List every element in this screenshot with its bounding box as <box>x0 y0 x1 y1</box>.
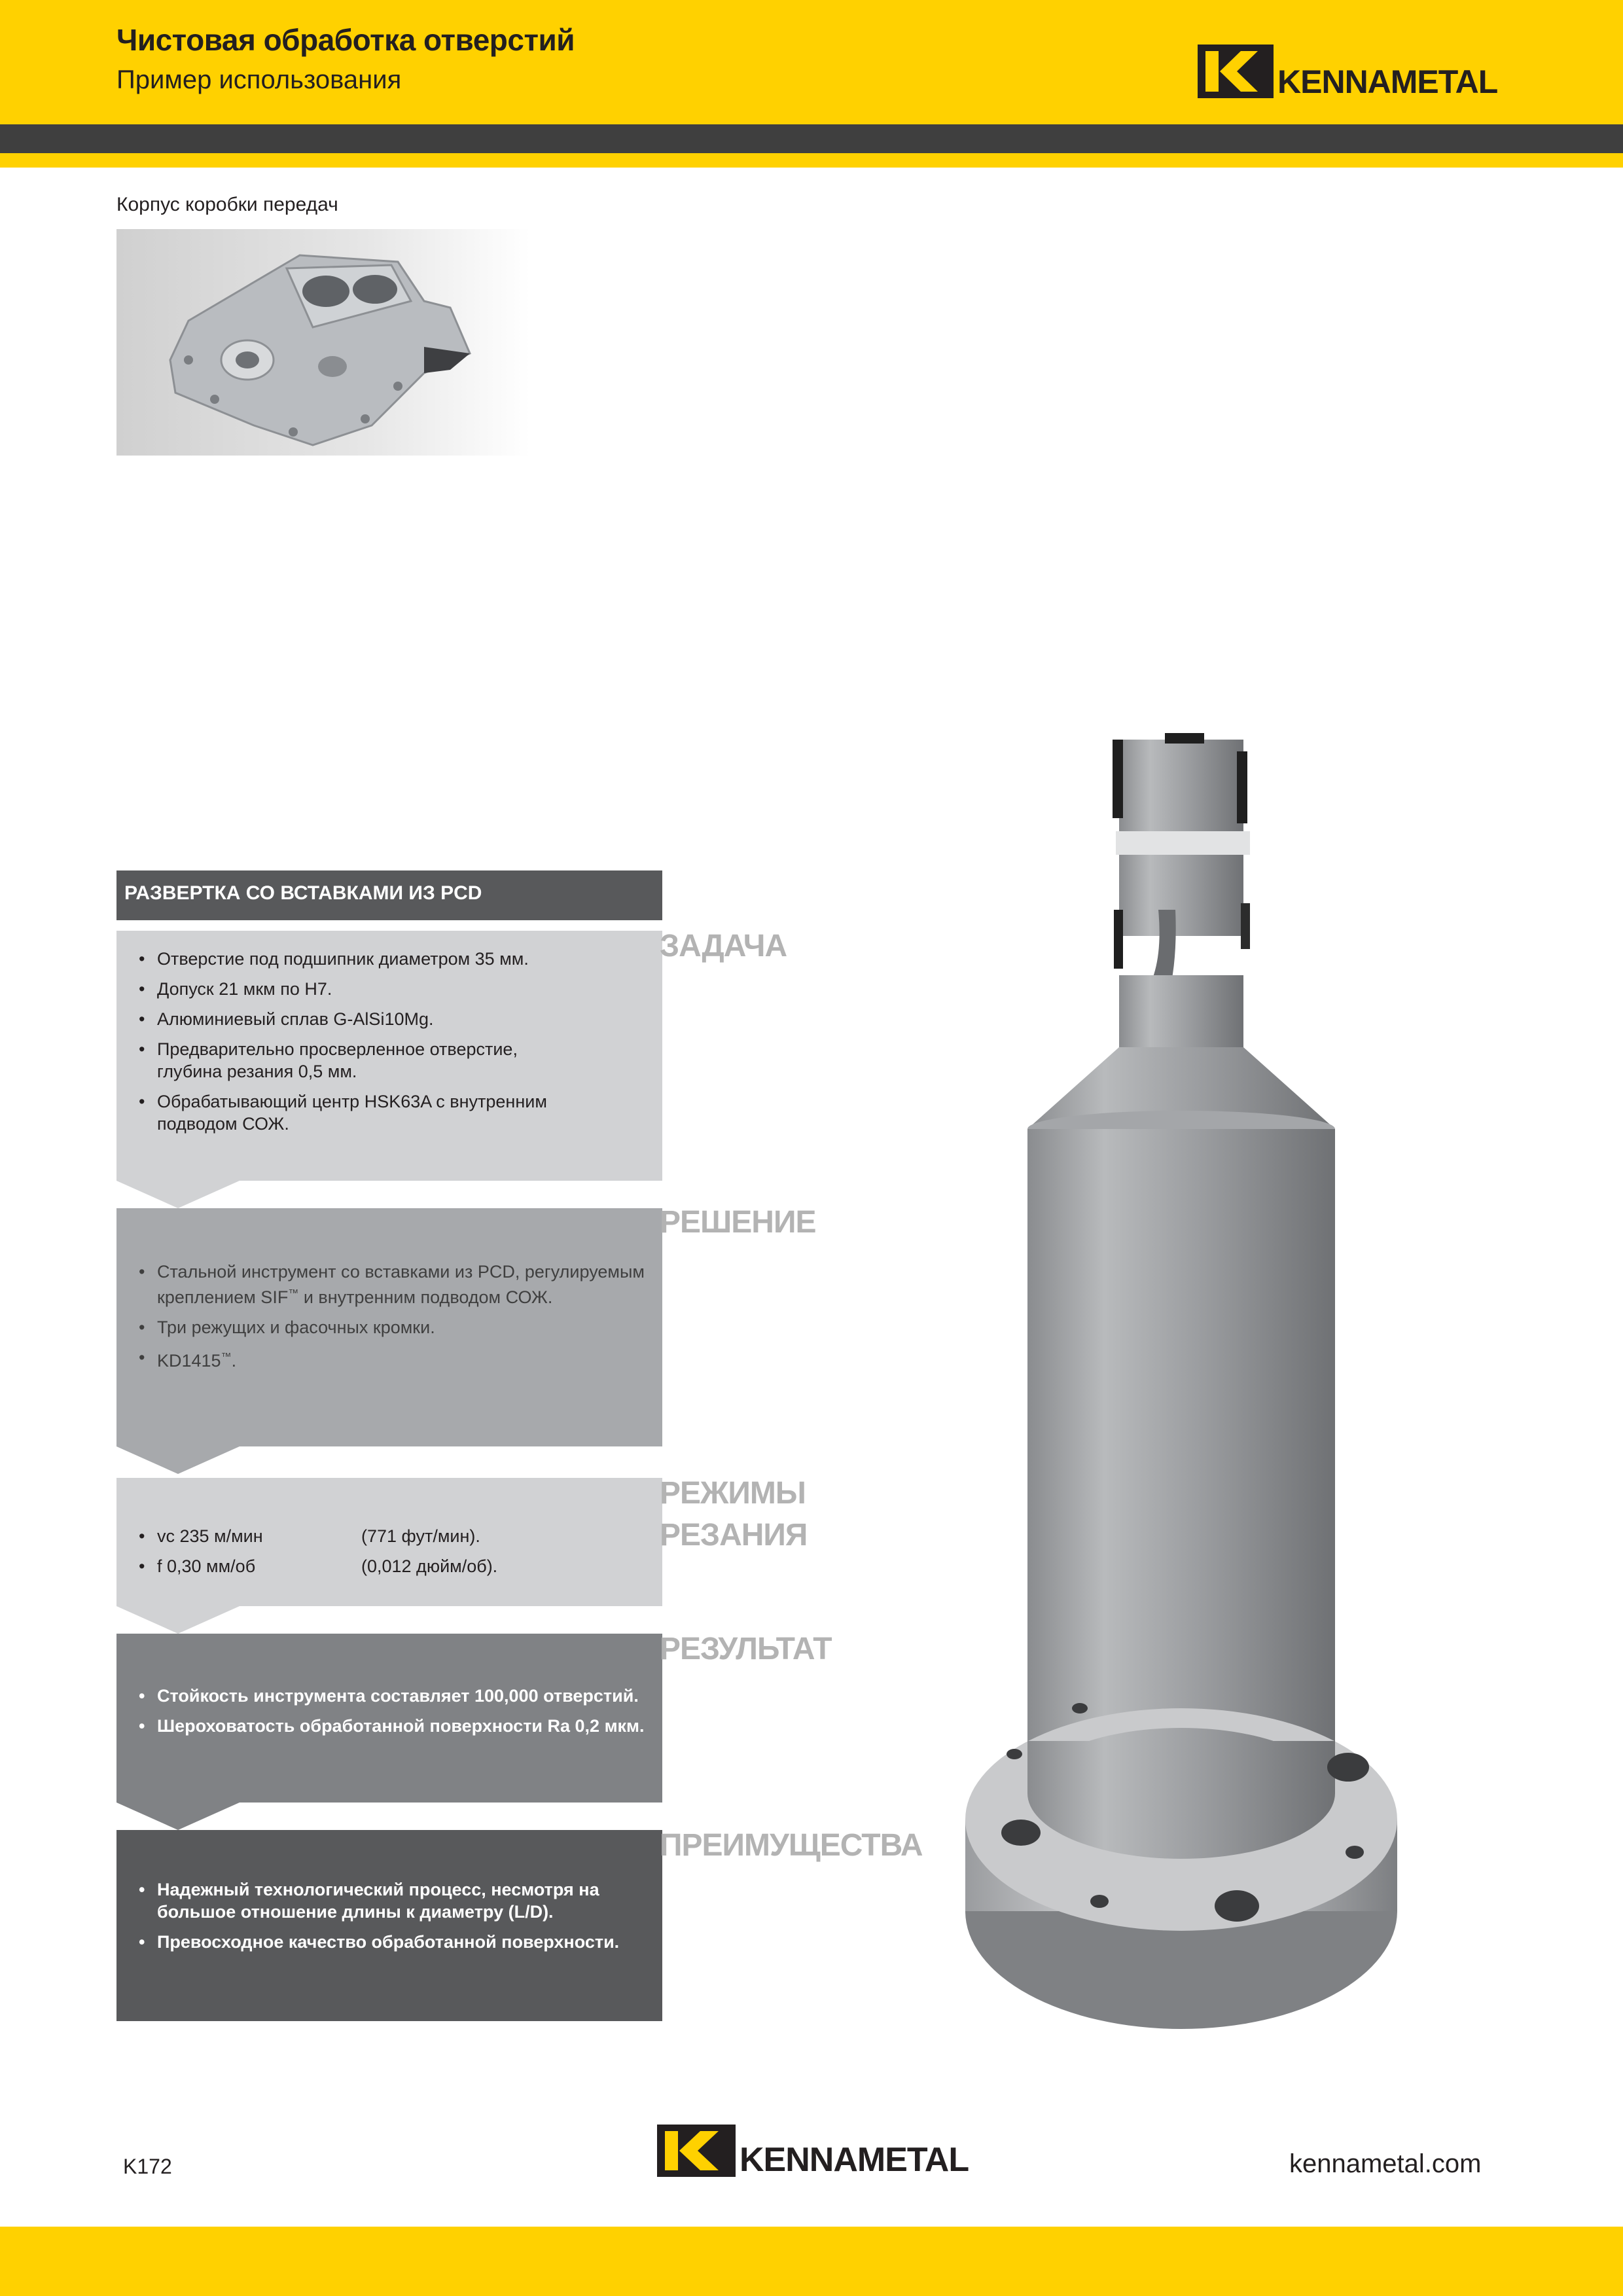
list-item: • Допуск 21 мкм по H7. <box>135 978 547 1000</box>
section-heading-line: РЕЗАНИЯ <box>660 1518 808 1552</box>
list-item-text: KD1415 <box>157 1351 221 1371</box>
header-dark-stripe <box>0 124 1623 153</box>
section-heading-modes <box>660 1473 807 1556</box>
trademark-sup: ™ <box>288 1288 299 1299</box>
header-yellow-stripe <box>0 153 1623 168</box>
chevron-down-icon <box>116 1606 240 1634</box>
list-item-line: большое отношение длины к диаметру (L/D). <box>157 1902 554 1922</box>
solution-list <box>135 1261 645 1380</box>
task-panel <box>116 931 662 1181</box>
section-heading-benefits: ПРЕИМУЩЕСТВА <box>660 1828 923 1863</box>
pcd-reamer-image <box>942 720 1414 2029</box>
cutting-modes-panel <box>116 1478 662 1606</box>
benefits-list <box>135 1878 619 1961</box>
result-panel <box>116 1634 662 1803</box>
mode-imperial: (0,012 дюйм/об). <box>361 1556 498 1576</box>
logo-wordmark: KENNAMETAL <box>740 2141 969 2179</box>
list-item <box>135 1038 547 1083</box>
benefits-panel <box>116 1830 662 2021</box>
trademark-sup: ™ <box>221 1352 232 1363</box>
list-item-line: креплением SIF <box>157 1287 289 1307</box>
tool-title: РАЗВЕРТКА СО ВСТАВКАМИ ИЗ PCD <box>124 882 482 904</box>
kennametal-k-mark-icon <box>657 2125 736 2177</box>
solution-panel <box>116 1208 662 1446</box>
mode-imperial: (771 фут/мин). <box>361 1526 480 1546</box>
chevron-down-icon <box>116 1446 240 1474</box>
chevron-down-icon <box>116 1181 240 1208</box>
page-subtitle: Пример использования <box>116 65 402 94</box>
result-list <box>135 1685 645 1745</box>
kennametal-k-mark-icon <box>1198 45 1274 98</box>
section-heading-task: ЗАДАЧА <box>660 929 787 963</box>
list-item <box>135 1261 645 1308</box>
list-item: • Отверстие под подшипник диаметром 35 мм. <box>135 948 547 970</box>
list-item <box>135 1878 619 1923</box>
list-item: • Стойкость инструмента составляет 100,000 отверстий. <box>135 1685 645 1707</box>
page-number: K172 <box>123 2155 172 2178</box>
list-item: • Шероховатость обработанной поверхности Ra 0,2 мкм. <box>135 1715 645 1737</box>
list-item-line: Обрабатывающий центр HSK63A с внутренним <box>157 1092 547 1111</box>
list-item-line: подводом СОЖ. <box>157 1114 289 1134</box>
list-item-line: Надежный технологический процесс, несмотря на <box>157 1880 599 1899</box>
list-item-line: Предварительно просверленное отверстие, <box>157 1039 518 1059</box>
task-list <box>135 948 547 1143</box>
list-item <box>135 1346 645 1372</box>
chevron-down-icon <box>116 1803 240 1830</box>
section-heading-solution: РЕШЕНИЕ <box>660 1205 816 1240</box>
list-item-text: . <box>231 1351 237 1371</box>
website-link[interactable]: kennametal.com <box>1289 2149 1482 2178</box>
bullet-icon: • <box>139 1526 145 1546</box>
gearbox-housing-image <box>116 229 530 456</box>
bullet-icon: • <box>139 1556 145 1576</box>
mode-metric: vc 235 м/мин <box>157 1526 263 1546</box>
part-caption: Корпус коробки передач <box>116 194 338 215</box>
section-heading-line: РЕЖИМЫ <box>660 1476 806 1511</box>
kennametal-logo <box>1198 45 1497 98</box>
list-item-line: и внутренним подводом СОЖ. <box>298 1287 553 1307</box>
list-item <box>135 1090 547 1135</box>
page-title: Чистовая обработка отверстий <box>116 23 575 57</box>
kennametal-logo-footer <box>657 2125 969 2177</box>
list-item: • Три режущих и фасочных кромки. <box>135 1316 645 1338</box>
list-item-line: глубина резания 0,5 мм. <box>157 1062 357 1081</box>
list-item-line: Стальной инструмент со вставками из PCD, регулируемым <box>157 1262 645 1282</box>
section-heading-result: РЕЗУЛЬТАТ <box>660 1632 832 1666</box>
list-item: • Алюминиевый сплав G-AlSi10Mg. <box>135 1008 547 1030</box>
tool-title-box <box>116 870 662 920</box>
mode-metric: f 0,30 мм/об <box>157 1556 256 1576</box>
list-item: • Превосходное качество обработанной поверхности. <box>135 1931 619 1953</box>
footer-bar <box>0 2227 1623 2296</box>
logo-wordmark: KENNAMETAL <box>1277 63 1498 100</box>
